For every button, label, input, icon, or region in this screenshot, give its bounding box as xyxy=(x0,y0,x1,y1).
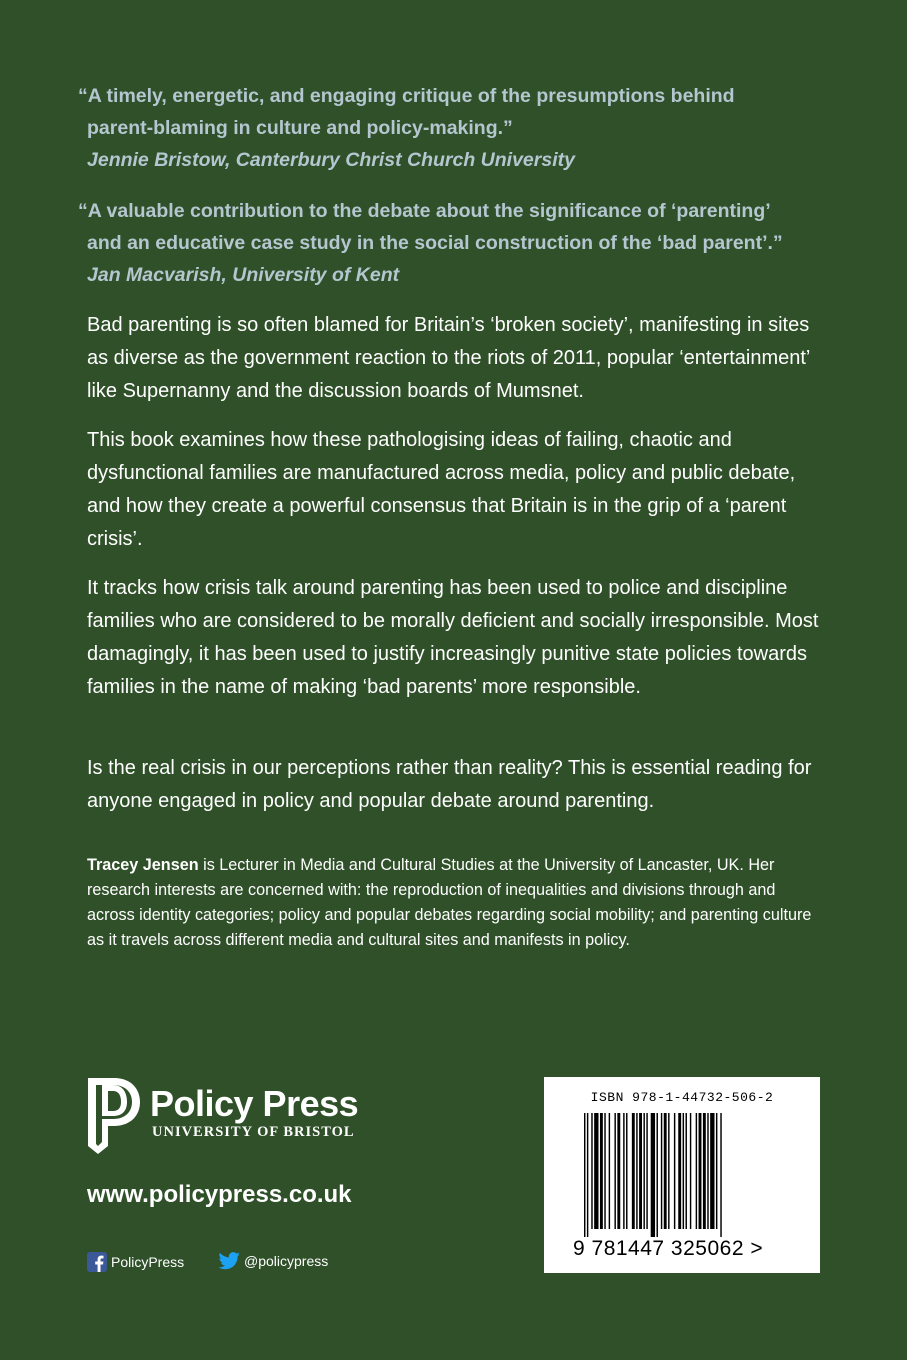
isbn-barcode-box xyxy=(544,1077,820,1273)
barcode-icon xyxy=(584,1113,780,1237)
barcode-bar xyxy=(643,1113,644,1229)
quote-line: “A timely, energetic, and engaging critique of the presumptions behind xyxy=(78,85,735,107)
barcode-bar xyxy=(626,1113,627,1229)
twitter-bird-icon xyxy=(218,1252,240,1270)
twitter-link[interactable] xyxy=(218,1252,328,1270)
barcode-bar xyxy=(716,1113,717,1229)
barcode-bar xyxy=(587,1113,588,1237)
barcode-bar xyxy=(591,1113,592,1229)
blurb-paragraph-2: This book examines how these pathologising ideas of failing, chaotic and dysfunctional families are manufactured across media, policy and public debate, and how they create a powerful consensus that Britain is in the grip of a ‘parent crisis’. xyxy=(87,429,796,550)
barcode-bar xyxy=(632,1113,635,1229)
barcode-bar xyxy=(690,1113,691,1229)
barcode-bar xyxy=(604,1113,605,1229)
barcode-bar xyxy=(600,1113,603,1229)
quote-attribution: Jennie Bristow, Canterbury Christ Church University xyxy=(87,149,575,171)
barcode-bar xyxy=(707,1113,708,1229)
blurb-paragraph-4: Is the real crisis in our perceptions rather than reality? This is essential reading for anyone engaged in policy and popular debate around parenting. xyxy=(87,757,812,812)
barcode-bar xyxy=(674,1113,675,1229)
barcode-bar xyxy=(686,1113,687,1229)
author-bio xyxy=(87,853,812,953)
twitter-handle: @policypress xyxy=(244,1253,329,1269)
publisher-name: Policy Press xyxy=(150,1083,359,1124)
barcode-bar xyxy=(668,1113,669,1229)
barcode-bar xyxy=(703,1113,706,1229)
facebook-link[interactable] xyxy=(87,1252,184,1272)
author-name: Tracey Jensen xyxy=(87,856,199,874)
barcode-bar xyxy=(617,1113,620,1229)
barcode-bar xyxy=(609,1113,610,1229)
quote-line: and an educative case study in the social construction of the ‘bad parent’.” xyxy=(87,232,783,254)
blurb-paragraph-3: It tracks how crisis talk around parenting has been used to police and discipline families who are considered to be morally deficient and socially irresponsible. Most damagingly, it has been used to justify increasingly punitive state policies towards families in the name of making ‘bad parents’ more responsible. xyxy=(87,577,819,698)
publisher-url[interactable]: www.policypress.co.uk xyxy=(87,1181,352,1208)
barcode-bar xyxy=(614,1113,615,1229)
barcode-bar xyxy=(594,1113,598,1229)
barcode-bar xyxy=(646,1113,647,1229)
barcode-digits: 9 781447 325062 > xyxy=(573,1237,764,1260)
barcode-bar xyxy=(678,1113,681,1229)
policy-press-p-icon xyxy=(86,1076,142,1156)
blurb-paragraph-1: Bad parenting is so often blamed for Britain’s ‘broken society’, manifesting in sites as diverse as the government reaction to the riots of 2011, popular ‘entertainment’ like Supernanny and the discussion boards of Mumsnet. xyxy=(87,314,810,402)
barcode-bar xyxy=(651,1113,655,1237)
facebook-icon xyxy=(87,1252,107,1272)
barcode-bar xyxy=(710,1113,714,1229)
facebook-handle: PolicyPress xyxy=(111,1254,185,1270)
author-bio-text: is Lecturer in Media and Cultural Studies at the University of Lancaster, UK. Her research interests are concerned with: the reproduction of inequalities and divisions through and across identity categories; policy and popular debates regarding social mobility; and parenting culture as it travels across different media and cultural sites and manifests in policy. xyxy=(87,856,812,949)
barcode-bar xyxy=(664,1113,667,1229)
barcode-bar xyxy=(657,1113,658,1237)
barcode-bar xyxy=(639,1113,642,1229)
barcode-bar xyxy=(720,1113,721,1237)
publisher-university: UNIVERSITY OF BRISTOL xyxy=(152,1124,355,1140)
barcode-bar xyxy=(636,1113,637,1229)
publisher-logo xyxy=(86,1076,386,1156)
quote-attribution: Jan Macvarish, University of Kent xyxy=(87,264,400,286)
barcode-bar xyxy=(683,1113,684,1229)
quote-line: parent-blaming in culture and policy-making.” xyxy=(87,117,513,139)
review-quote-1 xyxy=(78,80,838,176)
barcode-bar xyxy=(661,1113,662,1229)
barcode-bar xyxy=(584,1113,585,1237)
quote-line: “A valuable contribution to the debate about the significance of ‘parenting’ xyxy=(78,200,771,222)
barcode-bar xyxy=(699,1113,702,1229)
isbn-label: ISBN 978-1-44732-506-2 xyxy=(590,1090,774,1105)
barcode-bar xyxy=(696,1113,697,1229)
barcode-bar xyxy=(623,1113,624,1229)
review-quote-2 xyxy=(78,195,838,291)
